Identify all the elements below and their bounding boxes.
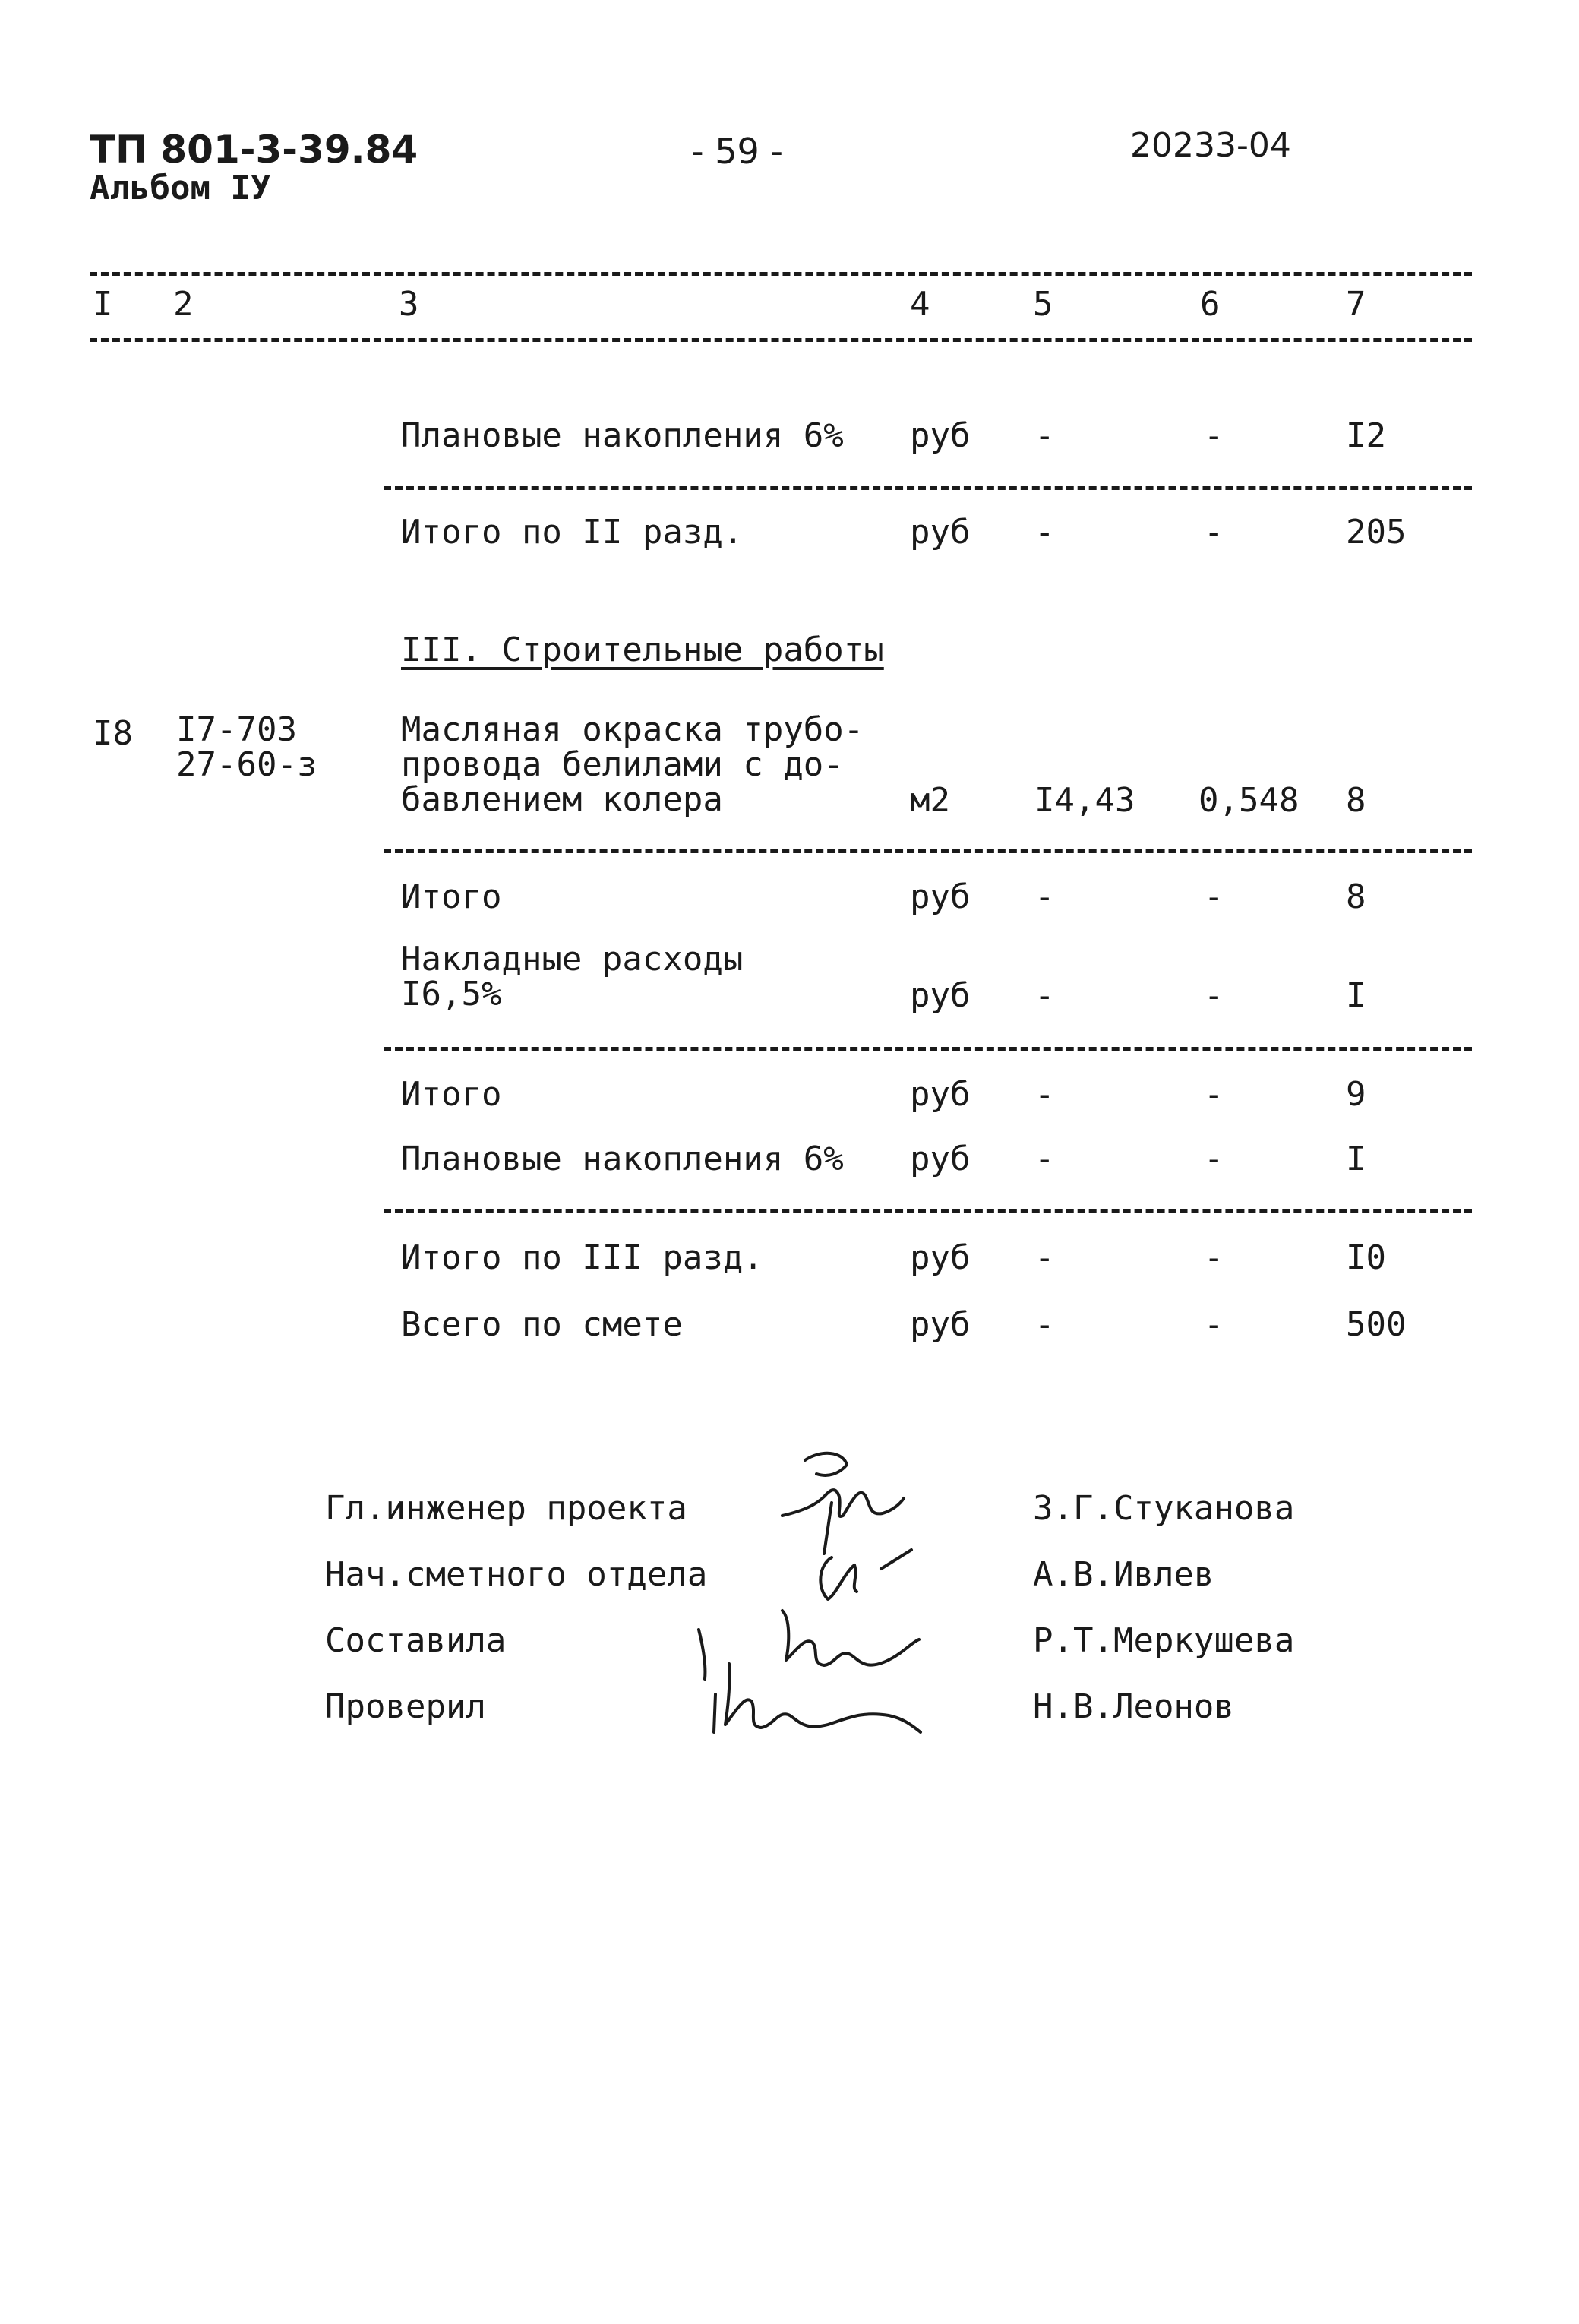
- row-unit-price: -: [1204, 1238, 1224, 1277]
- row-total: 500: [1346, 1305, 1407, 1344]
- row-description: Масляная окраска трубо- провода белилами с до- бавлением колера: [401, 710, 864, 819]
- table-header-rule: [90, 338, 1472, 342]
- row-total: I: [1346, 976, 1366, 1015]
- row-unit-price: -: [1204, 416, 1224, 455]
- row-quantity: -: [1034, 1140, 1055, 1178]
- row-position-number: I8: [93, 714, 133, 753]
- album-label: Альбом IУ: [90, 169, 271, 207]
- column-header-2: 2: [173, 285, 194, 324]
- section-title: III. Строительные работы: [401, 631, 884, 669]
- row-total: I: [1346, 1140, 1366, 1178]
- row-description: Накладные расходы I6,5%: [401, 940, 744, 1013]
- row-quantity: I4,43: [1034, 781, 1135, 820]
- row-unit: руб: [910, 1075, 971, 1114]
- row-unit: руб: [910, 513, 971, 552]
- row-total: 205: [1346, 513, 1407, 552]
- row-description: Всего по смете: [401, 1305, 683, 1344]
- row-unit: руб: [910, 1238, 971, 1277]
- row-quantity: -: [1034, 1305, 1055, 1344]
- row-unit-price: -: [1204, 513, 1224, 552]
- row-norm-code: I7-703 27-60-з: [176, 710, 317, 784]
- row-unit-price: -: [1204, 976, 1224, 1015]
- row-unit: м2: [910, 781, 950, 820]
- row-total: I2: [1346, 416, 1386, 455]
- subtotal-rule: [384, 486, 1472, 490]
- signature-name: Р.Т.Меркушева: [1033, 1621, 1295, 1660]
- row-description: Плановые накопления 6%: [401, 416, 844, 455]
- row-description: Итого по II разд.: [401, 513, 744, 552]
- row-unit: руб: [910, 877, 971, 916]
- signature-role: Составила: [325, 1621, 507, 1660]
- row-total: I0: [1346, 1238, 1386, 1277]
- table-top-rule: [90, 272, 1472, 276]
- column-header-3: 3: [399, 285, 419, 324]
- signature-role: Нач.сметного отдела: [325, 1555, 708, 1594]
- row-total: 9: [1346, 1075, 1366, 1114]
- document-code: ТП 801-3-39.84: [90, 128, 418, 172]
- row-unit-price: -: [1204, 1140, 1224, 1178]
- row-quantity: -: [1034, 877, 1055, 916]
- handwritten-signature: [684, 1443, 927, 1763]
- column-header-5: 5: [1033, 285, 1053, 324]
- row-description: Итого: [401, 1075, 502, 1114]
- column-header-7: 7: [1346, 285, 1366, 324]
- row-unit: руб: [910, 976, 971, 1015]
- row-description: Итого: [401, 877, 502, 916]
- row-quantity: -: [1034, 1075, 1055, 1114]
- subtotal-rule: [384, 849, 1472, 853]
- signature-role: Проверил: [325, 1687, 486, 1726]
- row-unit: руб: [910, 1305, 971, 1344]
- row-unit: руб: [910, 1140, 971, 1178]
- subtotal-rule: [384, 1047, 1472, 1051]
- column-header-1: I: [93, 285, 113, 324]
- signature-role: Гл.инженер проекта: [325, 1489, 687, 1528]
- row-quantity: -: [1034, 416, 1055, 455]
- signature-name: З.Г.Стуканова: [1033, 1489, 1295, 1528]
- row-quantity: -: [1034, 976, 1055, 1015]
- row-unit-price: -: [1204, 1305, 1224, 1344]
- page-number: - 59 -: [691, 131, 783, 172]
- row-description: Плановые накопления 6%: [401, 1140, 844, 1178]
- row-unit-price: -: [1204, 877, 1224, 916]
- row-total: 8: [1346, 877, 1366, 916]
- signature-name: А.В.Ивлев: [1033, 1555, 1214, 1594]
- row-unit-price: -: [1204, 1075, 1224, 1114]
- row-unit: руб: [910, 416, 971, 455]
- column-header-4: 4: [910, 285, 930, 324]
- signature-name: Н.В.Леонов: [1033, 1687, 1234, 1726]
- row-quantity: -: [1034, 513, 1055, 552]
- row-description: Итого по III разд.: [401, 1238, 763, 1277]
- subtotal-rule: [384, 1209, 1472, 1213]
- row-quantity: -: [1034, 1238, 1055, 1277]
- archive-number: 20233-04: [1130, 126, 1291, 165]
- row-total: 8: [1346, 781, 1366, 820]
- row-unit-price: 0,548: [1198, 781, 1300, 820]
- column-header-6: 6: [1200, 285, 1221, 324]
